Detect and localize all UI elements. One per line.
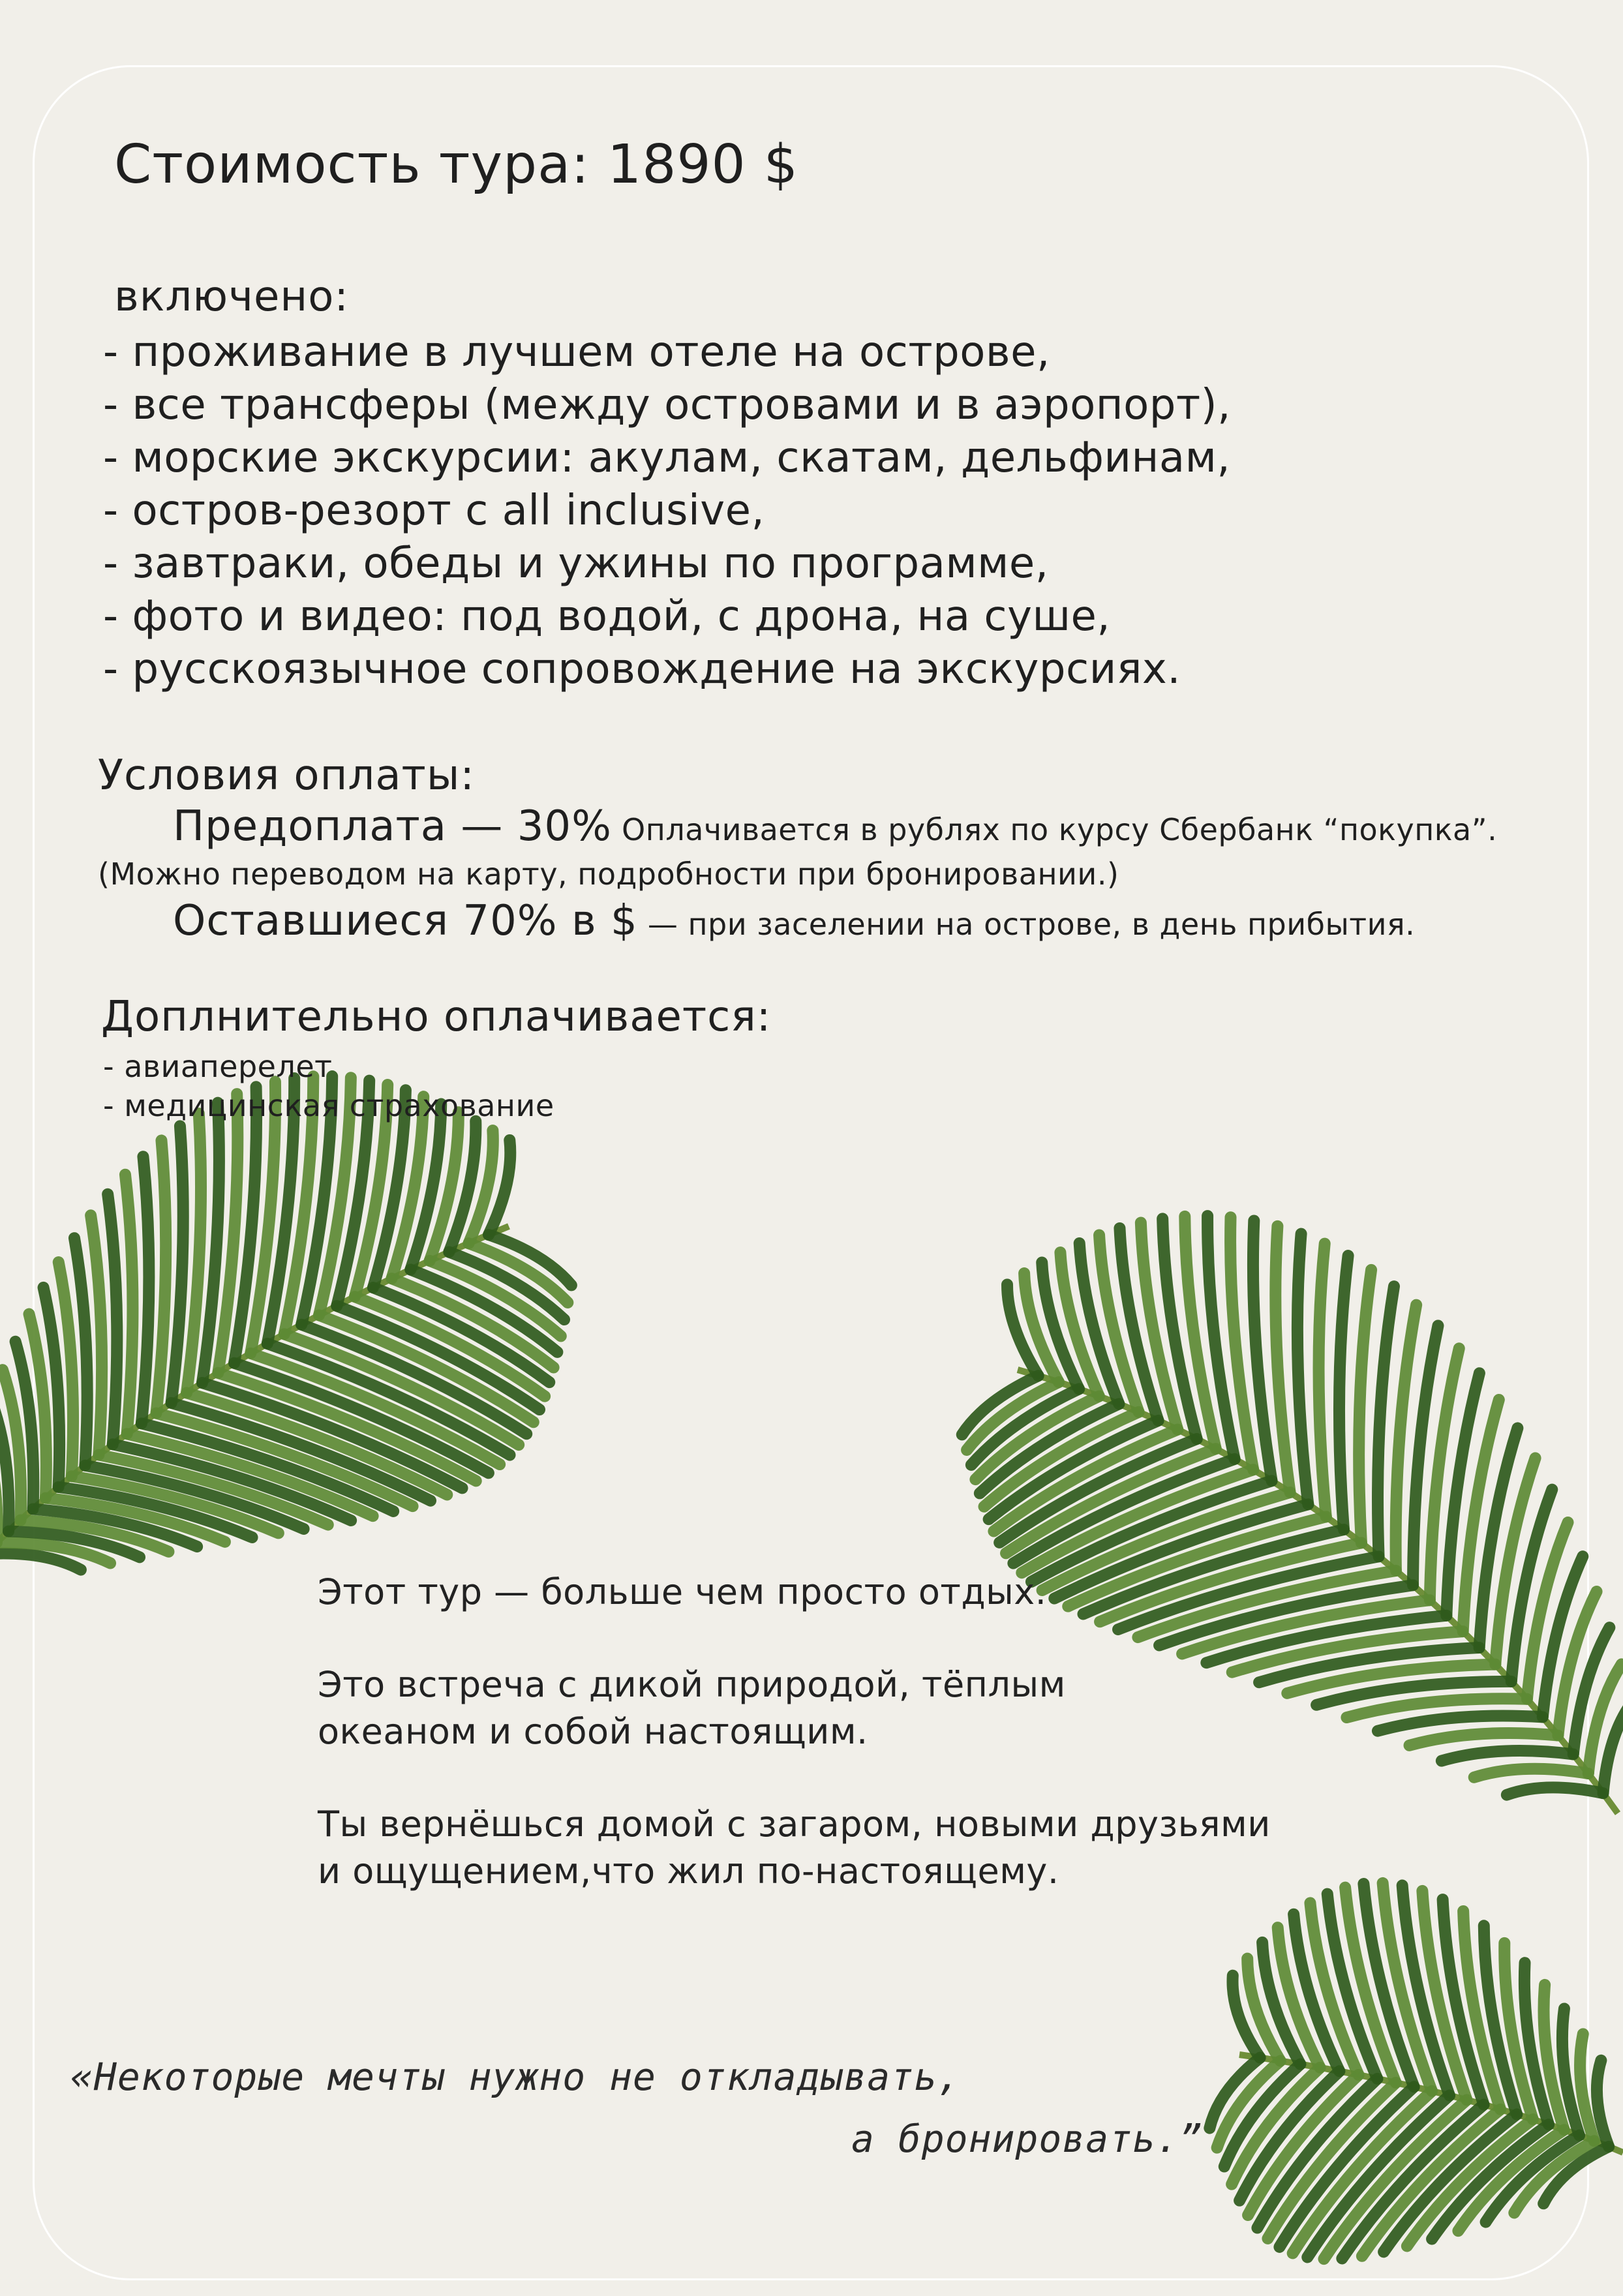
- description-line: Это встреча с дикой природой, тёплым: [318, 1664, 1066, 1705]
- description-line: океаном и собой настоящим.: [318, 1711, 868, 1752]
- list-item: - морские экскурсии: акулам, скатам, дельфинам,: [103, 434, 1231, 482]
- list-item: - проживание в лучшем отеле на острове,: [103, 328, 1050, 376]
- list-item: - авиаперелет: [103, 1049, 333, 1084]
- remaining-detail: — при заселении на острове, в день прибытия.: [637, 907, 1416, 942]
- list-item: - все трансферы (между островами и в аэропорт),: [103, 381, 1231, 429]
- included-list: [103, 326, 1231, 696]
- description-line: Ты вернёшься домой с загаром, новыми друзьями: [318, 1804, 1271, 1845]
- extra-costs-list: [103, 1047, 554, 1125]
- list-item: - завтраки, обеды и ужины по программе,: [103, 539, 1049, 588]
- list-item: - медицинская страхование: [103, 1088, 554, 1123]
- included-heading: включено:: [114, 273, 349, 321]
- quote-line-2: а бронировать.”: [851, 2117, 1203, 2161]
- prepayment-line: [173, 802, 1497, 851]
- quote-line-1: «Некоторые мечты нужно не откладывать,: [70, 2055, 961, 2099]
- description-line: Этот тур — больше чем просто отдых.: [318, 1571, 1047, 1612]
- prepayment-amount: Предоплата — 30%: [173, 802, 612, 851]
- palm-leaf-bottom-right: [1209, 1883, 1623, 2259]
- list-item: - остров-резорт с all inclusive,: [103, 487, 765, 535]
- remaining-amount: Оставшиеся 70% в $: [173, 897, 638, 945]
- palm-leaf-left: [0, 1076, 571, 1570]
- tour-description: [318, 1569, 1271, 1941]
- description-paragraph: [318, 1801, 1271, 1895]
- description-paragraph: [318, 1569, 1271, 1616]
- list-item: - русскоязычное сопровождение на экскурсиях.: [103, 645, 1181, 693]
- remaining-payment-line: [173, 897, 1415, 945]
- prepayment-detail: Оплачивается в рублях по курсу Сбербанк “покупка”.: [611, 812, 1498, 847]
- description-line: и ощущением,что жил по-настоящему.: [318, 1850, 1059, 1892]
- payment-heading: Условия оплаты:: [98, 751, 475, 800]
- prepayment-note: (Можно переводом на карту, подробности при бронировании.): [98, 856, 1119, 892]
- extra-costs-heading: Доплнительно оплачивается:: [101, 993, 772, 1041]
- tour-price-title: Стоимость тура: 1890 $: [114, 134, 798, 196]
- description-paragraph: [318, 1661, 1271, 1755]
- list-item: - фото и видео: под водой, с дрона, на суше,: [103, 592, 1111, 641]
